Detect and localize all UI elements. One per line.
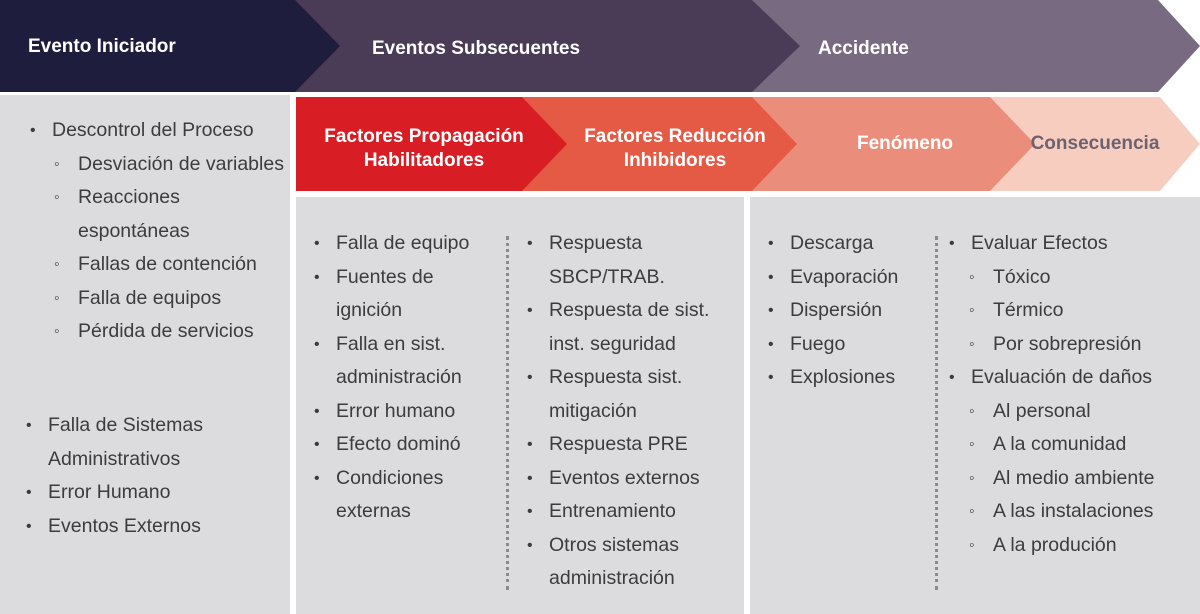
list-item: • Descarga	[766, 227, 931, 261]
list-item: • Eventos Externos	[24, 510, 254, 544]
sub-list-item: ◦ Tóxico	[967, 261, 1197, 295]
list-item: • Error humano	[312, 395, 502, 429]
sub-list-item: ◦ Al personal	[967, 395, 1197, 429]
list-item: • Respuesta sist. mitigación	[525, 361, 735, 428]
consecuencia-list	[947, 227, 1197, 562]
propagacion-label-line2: Habilitadores	[363, 150, 485, 171]
list-item: • Otros sistemas administración	[525, 529, 735, 596]
fenomeno-list	[766, 227, 931, 395]
list-item: • Dispersión	[766, 294, 931, 328]
sub-list-item: ◦ Fallas de contención	[52, 248, 290, 282]
list-item: • Explosiones	[766, 361, 931, 395]
propagacion-list	[312, 227, 502, 529]
stage-evento-iniciador-label: Evento Iniciador	[28, 36, 176, 57]
reduccion-label-line1: Factores Reducción	[584, 126, 766, 147]
list-item: • Evaluación de daños ◦ Al personal ◦ A la comunidad ◦ Al medio ambiente ◦ A las instalaciones ◦ A la produción	[947, 361, 1197, 562]
evento-iniciador-other-list	[24, 409, 254, 543]
reduccion-list	[525, 227, 735, 596]
list-item: • Falla de Sistemas Administrativos	[24, 409, 254, 476]
list-item: • Evaporación	[766, 261, 931, 295]
list-item: • Falla en sist. administración	[312, 328, 502, 395]
consecuencia-label: Consecuencia	[1030, 133, 1160, 154]
list-item: • Fuego	[766, 328, 931, 362]
propagacion-label-line1: Factores Propagación	[324, 126, 524, 147]
propagacion-label	[306, 125, 542, 173]
list-item: • Eventos externos	[525, 462, 735, 496]
sub-list-item: ◦ Al medio ambiente	[967, 462, 1197, 496]
column-separator	[935, 236, 938, 590]
list-item: • Efecto dominó	[312, 428, 502, 462]
list-item: • Respuesta SBCP/TRAB.	[525, 227, 735, 294]
column-separator	[506, 236, 509, 590]
sub-list-item: ◦ A la produción	[967, 529, 1197, 563]
stage-accidente-label: Accidente	[818, 38, 909, 59]
sub-list-item: ◦ A las instalaciones	[967, 495, 1197, 529]
list-item: • Condiciones externas	[312, 462, 502, 529]
sub-list-item: ◦ Falla de equipos	[52, 282, 290, 316]
list-item: • Respuesta de sist. inst. seguridad	[525, 294, 735, 361]
list-item: • Entrenamiento	[525, 495, 735, 529]
sub-list-item: ◦ Desviación de variables	[52, 148, 290, 182]
list-item: • Falla de equipo	[312, 227, 502, 261]
list-item: • Descontrol del Proceso ◦ Desviación de variables ◦ Reacciones espontáneas ◦ Fallas de contención ◦ Falla de equipos ◦ Pérdida de servicios	[28, 114, 290, 349]
sub-list-item: ◦ A la comunidad	[967, 428, 1197, 462]
list-item: • Error Humano	[24, 476, 254, 510]
list-item: • Respuesta PRE	[525, 428, 735, 462]
sub-list-item: ◦ Térmico	[967, 294, 1197, 328]
sub-list-item: ◦ Pérdida de servicios	[52, 315, 290, 349]
sub-list-item: ◦ Por sobrepresión	[967, 328, 1197, 362]
reduccion-label-line2: Inhibidores	[623, 150, 727, 171]
fenomeno-label: Fenómeno	[856, 133, 954, 154]
list-item: • Fuentes de ignición	[312, 261, 502, 328]
list-item: • Evaluar Efectos ◦ Tóxico ◦ Térmico ◦ Por sobrepresión	[947, 227, 1197, 361]
reduccion-label	[560, 125, 790, 173]
sub-list-item: ◦ Reacciones espontáneas	[52, 181, 290, 248]
evento-iniciador-list	[28, 114, 290, 349]
stage-eventos-subsecuentes-label: Eventos Subsecuentes	[372, 38, 581, 59]
